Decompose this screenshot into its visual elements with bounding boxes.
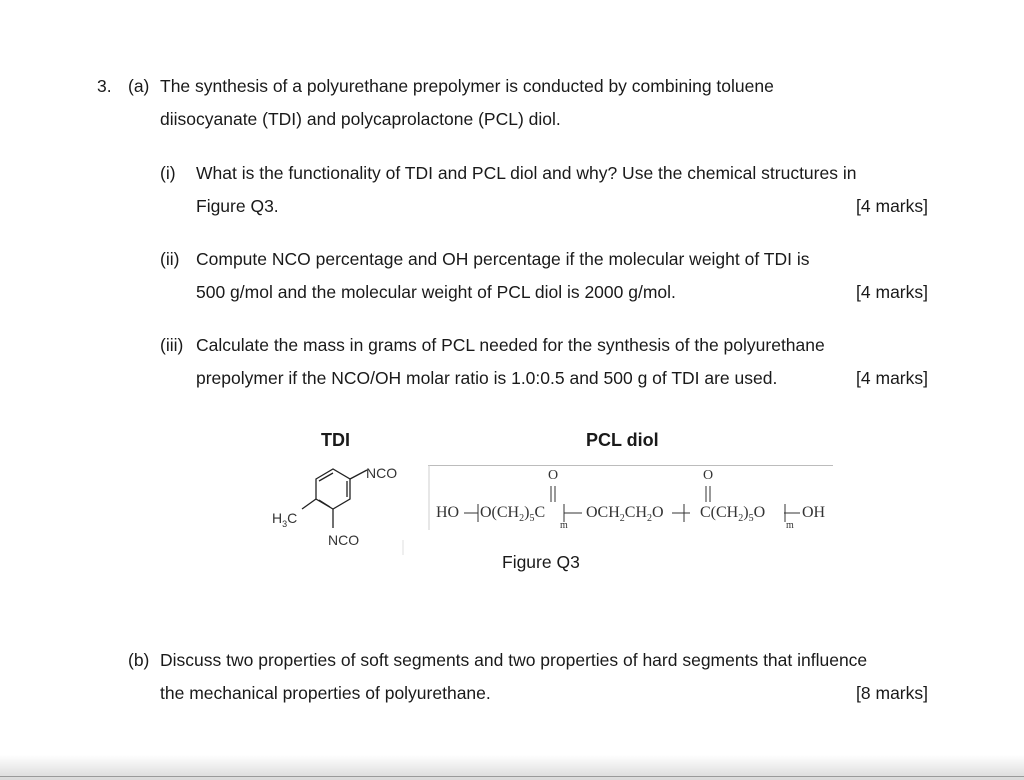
part-b-marks: [8 marks] bbox=[856, 683, 928, 703]
carbonyl-oxygen-2: O bbox=[703, 468, 714, 483]
sub-i-marks: [4 marks] bbox=[856, 196, 928, 216]
sub-ii-text-line2: 500 g/mol and the molecular weight of PCL diol is 2000 g/mol. bbox=[196, 282, 676, 302]
page-bottom-rule bbox=[0, 776, 1024, 777]
carbonyl-oxygen-1: O bbox=[548, 468, 559, 483]
part-b-text-line2: the mechanical properties of polyurethane. bbox=[160, 683, 491, 703]
figure-caption: Figure Q3 bbox=[502, 552, 580, 572]
tdi-nco-bottom-label: NCO bbox=[328, 532, 360, 548]
sub-ii-marks: [4 marks] bbox=[856, 282, 928, 302]
sub-iii-marks: [4 marks] bbox=[856, 368, 928, 388]
part-b-text-line1: Discuss two properties of soft segments and two properties of hard segments that influence bbox=[160, 650, 868, 670]
sub-i-text-line2: Figure Q3. bbox=[196, 196, 279, 216]
pcl-oh-group: OH bbox=[802, 504, 826, 521]
part-a-text-line1: The synthesis of a polyurethane prepolymer is conducted by combining toluene bbox=[160, 76, 774, 96]
sub-i-label: (i) bbox=[160, 163, 176, 183]
sub-iii-label: (iii) bbox=[160, 335, 184, 355]
pcl-segment-3: $C(CH_2)_5O$ bbox=[700, 504, 766, 525]
sub-iii-text-line2: prepolymer if the NCO/OH molar ratio is 1.0:0.5 and 500 g of TDI are used. bbox=[196, 368, 778, 388]
part-b-label: (b) bbox=[128, 650, 150, 670]
sub-ii-label: (ii) bbox=[160, 249, 180, 269]
pcl-diol-title: PCL diol bbox=[586, 430, 659, 450]
tdi-methyl-label: $H_3C$ bbox=[272, 510, 298, 529]
sub-i-text-line1: What is the functionality of TDI and PCL diol and why? Use the chemical structures in bbox=[196, 163, 857, 183]
pcl-ho-group: HO bbox=[436, 504, 460, 521]
part-a-text-line2: diisocyanate (TDI) and polycaprolactone (PCL) diol. bbox=[160, 109, 561, 129]
tdi-title: TDI bbox=[321, 430, 350, 450]
sub-iii-text-line1: Calculate the mass in grams of PCL needed for the synthesis of the polyurethane bbox=[196, 335, 825, 355]
pcl-segment-2: $OCH_2CH_2O$ bbox=[586, 504, 664, 525]
question-number: 3. bbox=[97, 76, 112, 96]
tdi-nco-top-label: NCO bbox=[366, 465, 398, 481]
part-a-label: (a) bbox=[128, 76, 150, 96]
sub-ii-text-line1: Compute NCO percentage and OH percentage if the molecular weight of TDI is bbox=[196, 249, 810, 269]
pcl-repeat-m-1: m bbox=[560, 520, 568, 531]
pcl-segment-1: $O(CH_2)_5C$ bbox=[480, 504, 546, 525]
pcl-repeat-m-2: m bbox=[786, 520, 794, 531]
